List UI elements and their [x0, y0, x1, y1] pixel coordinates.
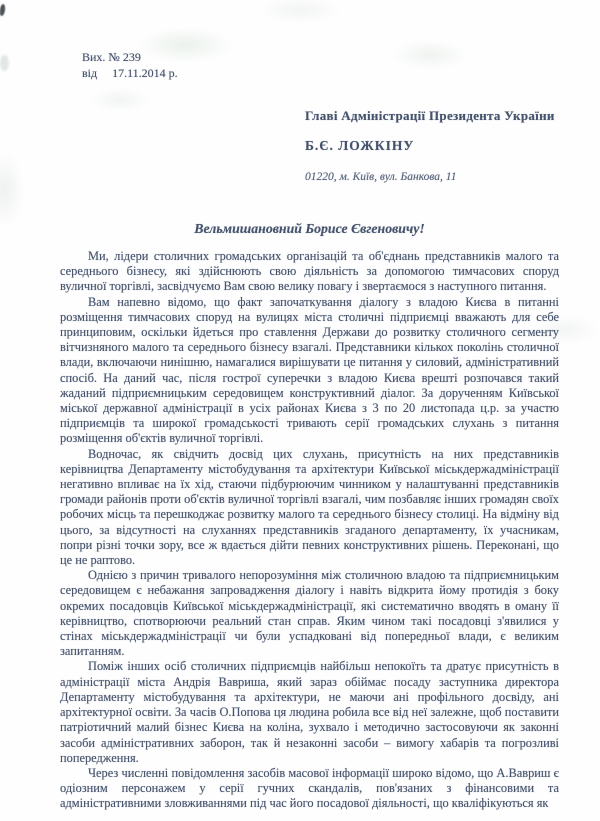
recipient-block — [305, 108, 555, 183]
recipient-name: Б.Є. ЛОЖКІНУ — [305, 138, 415, 153]
body-paragraph: Ми, лідери столичних громадських організацій та об'єднань представників малого та середнього бізнесу, які здійснюють свою діяльність за допомогою тимчасових споруд вуличної торгівлі, засвідчуємо Вам свою велику повагу і звертаємося з наступного питання. — [60, 249, 559, 294]
outgoing-date-label: від — [82, 65, 98, 80]
letter-body — [60, 249, 559, 812]
scan-artifact-smudge — [0, 55, 9, 71]
body-paragraph: Однією з причин тривалого непорозуміння між столичною владою та підприємницьким середовищем є небажання запровадження діалогу і навіть відкрита йому протидія з боку окремих посадовців Київської міськдержадміністрації, які систематично вводять в оману її керівництво, спотворюючи реальний стан справ. Яким чином такі посадовці з'явилися у стінах міськдержадміністрації чи були успадковані від попередньої влади, є великим запитанням. — [60, 568, 559, 659]
scan-artifact-corner-mark — [0, 4, 6, 17]
outgoing-date — [82, 66, 178, 82]
body-paragraph: Вам напевно відомо, що факт започаткування діалогу з владою Києва в питанні розміщення тимчасових споруд на вулицях міста столичні підприємці вважають для себе принциповим, оскільки йдеться про ставлення Держави до розвитку столичного сегменту вітчизняного малого та середнього бізнесу взагалі. Представники кількох поколінь столичної влади, включаючи нинішню, намагалися вирішувати це питання у силовий, адміністративний спосіб. На даний час, після гострої суперечки з владою Києва врешті розпочався такий жаданий підприємницьким середовищем конструктивний діалог. За дорученням Київської міської державної адміністрації в усіх районах Києва з 3 по 20 листопада ц.р. за участю підприємців та широкої громадськості тривають серії громадських слухань з питання розміщення об'єктів вуличної торгівлі. — [60, 294, 559, 446]
outgoing-date-value: 17.11.2014 р. — [112, 65, 178, 80]
reference-block — [82, 50, 178, 81]
recipient-title: Главі Адміністрації Президента України — [305, 108, 555, 123]
body-paragraph: Через численні повідомлення засобів масової інформації широко відомо, що А.Вавриш є одіозним персонажем у серії гучних скандалів, пов'язаних з фінансовими та адміністративними зловживаннями під час його посадової діяльності, що кваліфікуються як — [60, 765, 559, 811]
body-paragraph: Водночас, як свідчить досвід цих слухань, присутність на них представників керівництва Департаменту містобудування та архітектури Київської міськдержадміністрації негативно впливає на їх хід, стаючи підбурюючим чинником у налаштуванні представників громади районів проти об'єктів вуличної торгівлі взагалі, чим позбавляє інших громадян своїх робочих місць та перешкоджає розвитку малого та середнього бізнесу столиці. На відміну від цього, за відсутності на слуханнях представників згаданого департаменту, їх учасникам, попри різні точки зору, все ж вдається дійти певних конструктивних рішень. Переконані, що це не раптово. — [60, 446, 559, 568]
recipient-address: 01220, м. Київ, вул. Банкова, 11 — [305, 171, 457, 183]
body-paragraph: Поміж інших осіб столичних підприємців найбільш непокоїть та дратує присутність в адміністрації міста Андрія Вавриша, який зараз обіймає посаду заступника директора Департаменту містобудування та архітектури, не маючи ані профільного досвіду, ані архітектурної освіти. За часів О.Попова ця людина робила все від неї залежне, щоб поставити патріотичний малий бізнес Києва на коліна, зухвало і методично застосовуючи як законні засоби адміністративних заборон, так й незаконні засоби – вимогу хабарів та погрозливі попередження. — [60, 659, 559, 765]
salutation-line: Вельмишановний Борисе Євгеновичу! — [194, 221, 425, 236]
outgoing-number: Вих. № 239 — [82, 50, 141, 64]
